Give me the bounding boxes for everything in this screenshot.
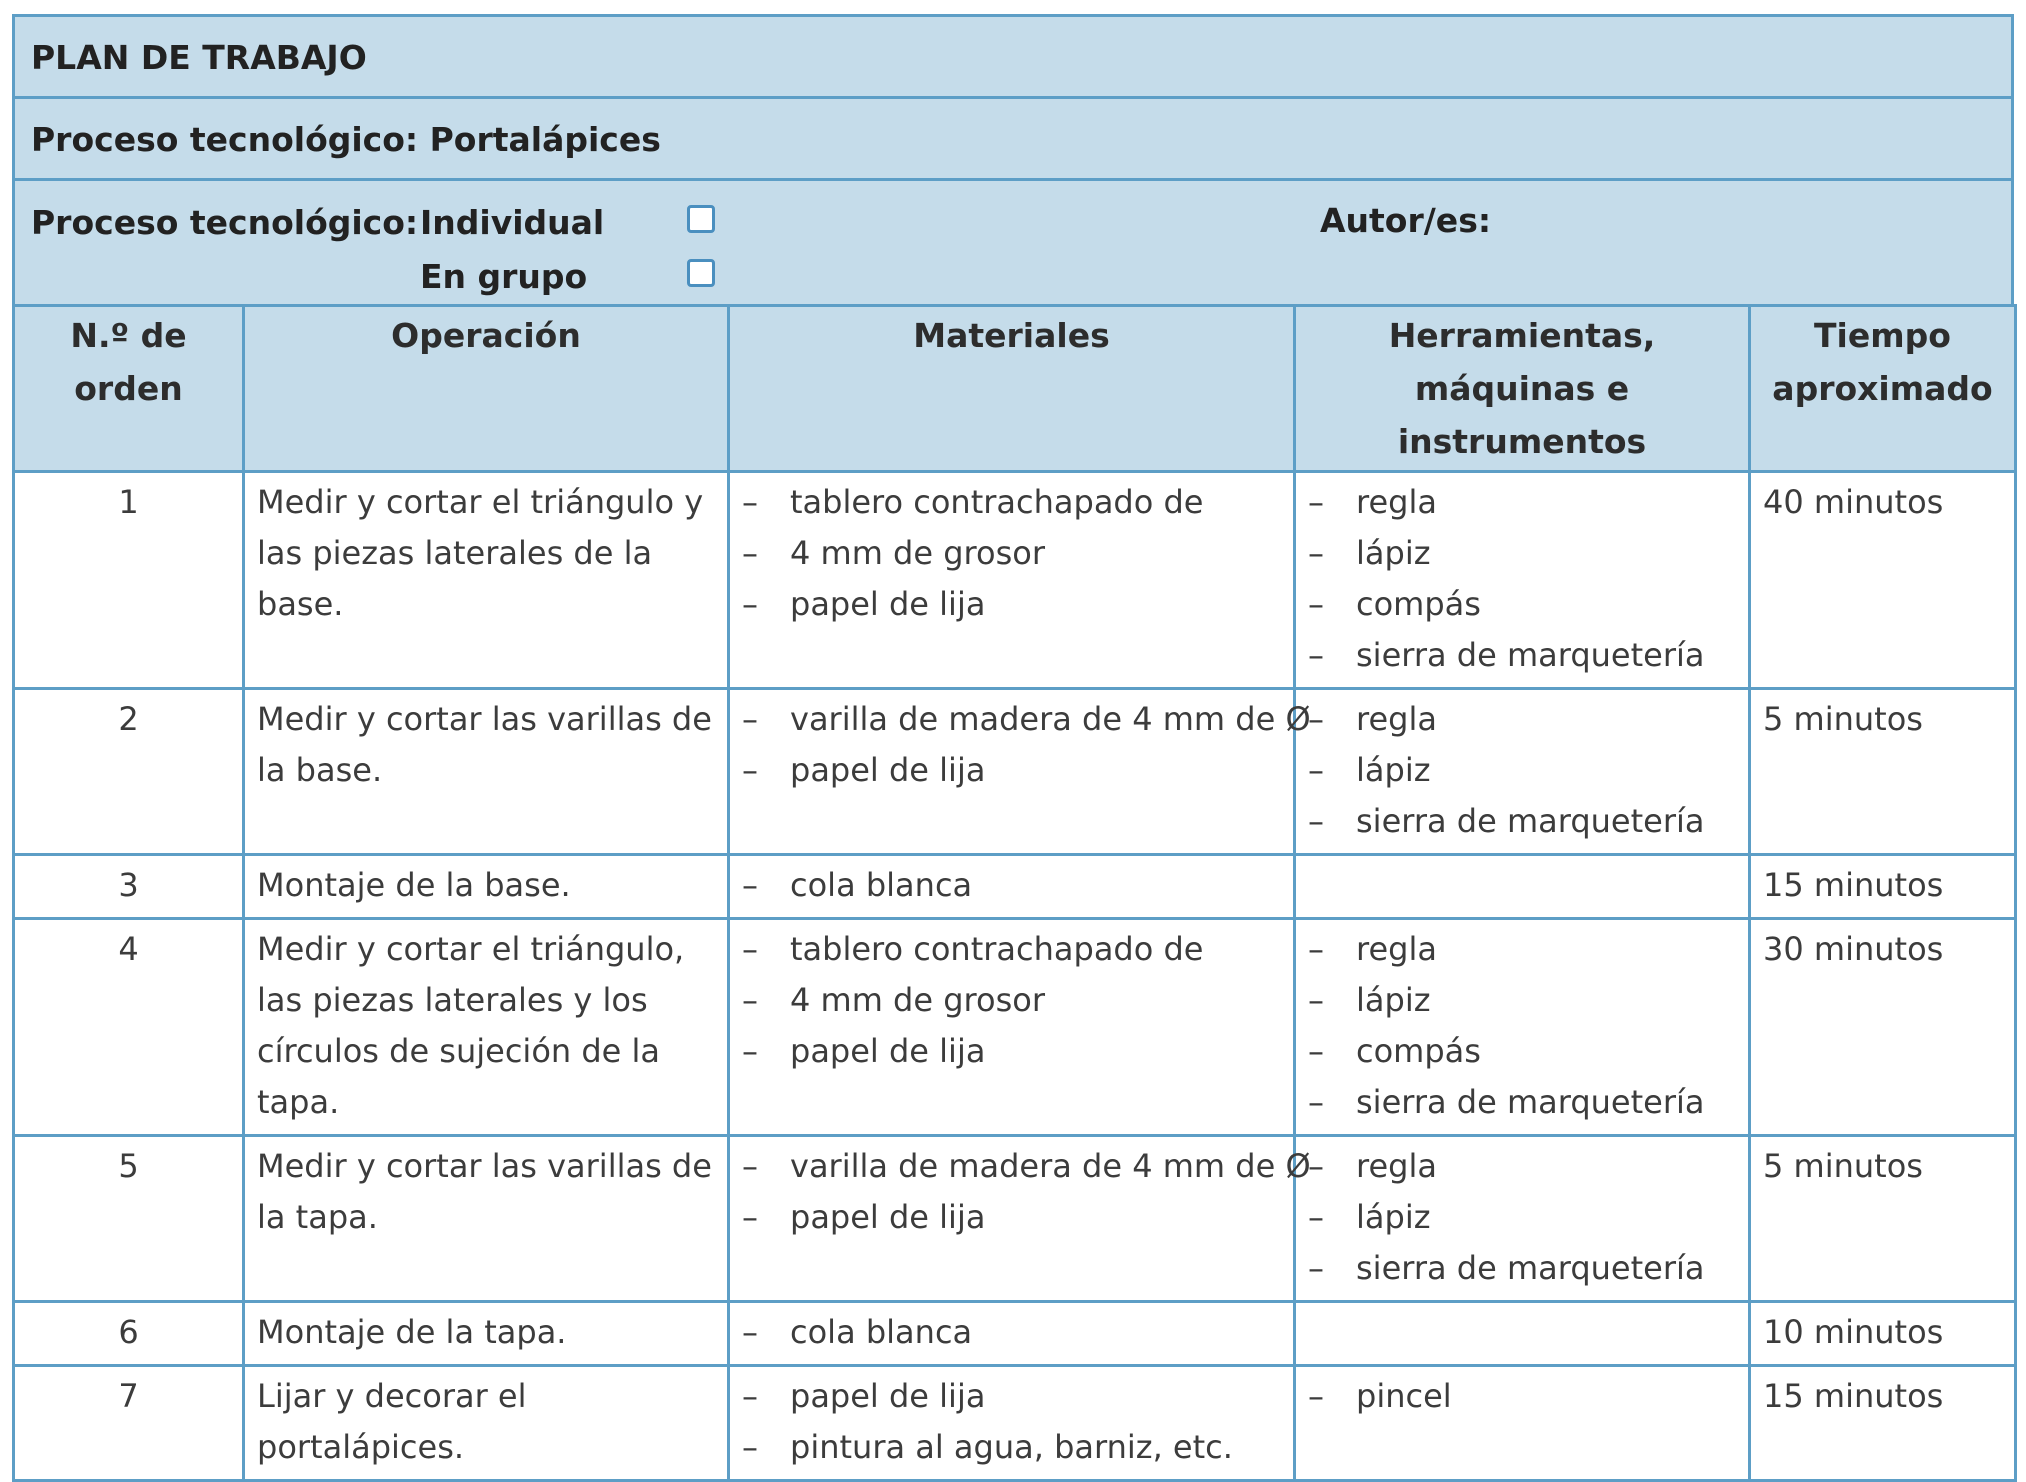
list-item (1308, 1243, 1736, 1294)
order-number-cell: 1 (14, 472, 244, 689)
materials-cell (729, 689, 1311, 855)
tools-cell (1295, 472, 1750, 689)
dash-bullet: – (742, 751, 758, 789)
list-item-text: varilla de madera de 4 mm de Ø (790, 700, 1311, 738)
list-item-text: lápiz (1356, 981, 1431, 1019)
list-item (1308, 1026, 1736, 1077)
list-item (742, 477, 1281, 528)
dash-bullet: – (742, 1428, 758, 1466)
list-item-text: papel de lija (790, 1032, 986, 1070)
materials-cell (729, 855, 1295, 919)
dash-bullet: – (742, 981, 758, 1019)
time-cell: 5 minutos (1750, 689, 2016, 855)
list-item (742, 694, 1311, 745)
dash-bullet: – (742, 1377, 758, 1415)
list-item-text: cola blanca (790, 1313, 973, 1351)
list-item (742, 1192, 1281, 1243)
col-header-orden: N.º de orden (14, 306, 244, 472)
list-item (1308, 1141, 1736, 1192)
list-item (1308, 630, 1736, 681)
dash-bullet: – (1308, 751, 1324, 789)
dash-bullet: – (1308, 636, 1324, 674)
list-item-text: pintura al agua, barniz, etc. (790, 1428, 1233, 1466)
order-number-cell: 2 (14, 689, 244, 855)
time-cell: 40 minutos (1750, 472, 2016, 689)
list-item-text: compás (1356, 585, 1481, 623)
list-item-text: lápiz (1356, 751, 1431, 789)
tools-cell (1295, 919, 1750, 1136)
time-cell: 10 minutos (1750, 1302, 2016, 1366)
list-item-text: cola blanca (790, 866, 973, 904)
list-item-text: varilla de madera de 4 mm de Ø (790, 1147, 1311, 1185)
list-item-text: lápiz (1356, 1198, 1431, 1236)
list-item (742, 745, 1281, 796)
list-item (742, 860, 1281, 911)
dash-bullet: – (742, 1313, 758, 1351)
option-individual-label: Individual (420, 203, 605, 242)
table-row (14, 1302, 2016, 1366)
list-item-text: regla (1356, 930, 1437, 968)
list-item-text: sierra de marquetería (1356, 1249, 1705, 1287)
list-item-text: sierra de marquetería (1356, 1083, 1705, 1121)
list-item-text: 4 mm de grosor (790, 534, 1045, 572)
authors-label: Autor/es: (1320, 201, 1492, 240)
list-item-text: regla (1356, 1147, 1437, 1185)
table-row (14, 855, 2016, 919)
process-mode-section (12, 178, 2014, 304)
order-number-cell: 6 (14, 1302, 244, 1366)
dash-bullet: – (742, 930, 758, 968)
list-item (1308, 1077, 1736, 1128)
individual-checkbox[interactable] (687, 205, 715, 233)
operation-cell: Lijar y decorar el portalápices. (244, 1366, 729, 1481)
materials-cell (729, 1136, 1311, 1302)
col-header-materiales: Materiales (729, 306, 1295, 472)
process-mode-label: Proceso tecnológico: (31, 203, 419, 242)
list-item (1308, 924, 1736, 975)
list-item (1308, 477, 1736, 528)
dash-bullet: – (1308, 700, 1324, 738)
dash-bullet: – (1308, 1083, 1324, 1121)
col-header-tiempo: Tiempo aproximado (1750, 306, 2016, 472)
list-item-text: sierra de marquetería (1356, 636, 1705, 674)
list-item (742, 1141, 1311, 1192)
dash-bullet: – (1308, 802, 1324, 840)
list-item (1308, 975, 1736, 1026)
col-header-operacion: Operación (244, 306, 729, 472)
col-header-herramientas: Herramientas, máquinas e instrumentos (1295, 306, 1750, 472)
operations-table (12, 304, 2017, 1482)
time-cell: 5 minutos (1750, 1136, 2016, 1302)
tools-cell (1295, 689, 1750, 855)
option-group-label: En grupo (420, 257, 588, 296)
dash-bullet: – (742, 534, 758, 572)
plan-title: PLAN DE TRABAJO (12, 14, 2014, 96)
list-item (1308, 745, 1736, 796)
table-row (14, 1136, 2016, 1302)
list-item (1308, 1371, 1736, 1422)
table-header-row (14, 306, 2016, 472)
operation-cell: Medir y cortar las varillas de la tapa. (244, 1136, 729, 1302)
list-item-text: papel de lija (790, 1377, 986, 1415)
table-row (14, 1366, 2016, 1481)
list-item (742, 1307, 1281, 1358)
list-item (742, 924, 1281, 975)
list-item (742, 1026, 1281, 1077)
list-item-text: compás (1356, 1032, 1481, 1070)
tools-cell (1295, 1366, 1750, 1481)
list-item (742, 1371, 1281, 1422)
work-plan-sheet (12, 14, 2014, 1482)
list-item-text: tablero contrachapado de (790, 483, 1204, 521)
dash-bullet: – (1308, 1377, 1324, 1415)
group-checkbox[interactable] (687, 259, 715, 287)
table-row (14, 689, 2016, 855)
list-item (1308, 528, 1736, 579)
dash-bullet: – (1308, 585, 1324, 623)
list-item-text: 4 mm de grosor (790, 981, 1045, 1019)
operation-cell: Montaje de la base. (244, 855, 729, 919)
list-item-text: regla (1356, 483, 1437, 521)
table-row (14, 472, 2016, 689)
time-cell: 15 minutos (1750, 1366, 2016, 1481)
operation-cell: Medir y cortar el triángulo y las piezas laterales de la base. (244, 472, 729, 689)
list-item (742, 975, 1281, 1026)
table-row (14, 919, 2016, 1136)
tools-cell (1295, 1136, 1750, 1302)
materials-cell (729, 1302, 1295, 1366)
list-item-text: regla (1356, 700, 1437, 738)
list-item (1308, 579, 1736, 630)
materials-cell (729, 472, 1295, 689)
list-item-text: papel de lija (790, 751, 986, 789)
list-item-text: papel de lija (790, 585, 986, 623)
list-item-text: papel de lija (790, 1198, 986, 1236)
list-item (1308, 694, 1736, 745)
list-item (742, 579, 1281, 630)
dash-bullet: – (1308, 981, 1324, 1019)
list-item-text: sierra de marquetería (1356, 802, 1705, 840)
tools-cell (1295, 1302, 1750, 1366)
process-name: Proceso tecnológico: Portalápices (12, 96, 2014, 178)
dash-bullet: – (742, 700, 758, 738)
dash-bullet: – (1308, 1147, 1324, 1185)
materials-cell (729, 1366, 1295, 1481)
order-number-cell: 5 (14, 1136, 244, 1302)
operation-cell: Medir y cortar las varillas de la base. (244, 689, 729, 855)
time-cell: 30 minutos (1750, 919, 2016, 1136)
dash-bullet: – (742, 483, 758, 521)
order-number-cell: 7 (14, 1366, 244, 1481)
dash-bullet: – (742, 1032, 758, 1070)
dash-bullet: – (1308, 1032, 1324, 1070)
list-item-text: pincel (1356, 1377, 1452, 1415)
dash-bullet: – (1308, 1249, 1324, 1287)
list-item-text: lápiz (1356, 534, 1431, 572)
list-item-text: tablero contrachapado de (790, 930, 1204, 968)
materials-cell (729, 919, 1295, 1136)
dash-bullet: – (742, 1198, 758, 1236)
order-number-cell: 4 (14, 919, 244, 1136)
operation-cell: Medir y cortar el triángulo, las piezas laterales y los círculos de sujeción de la tapa. (244, 919, 729, 1136)
operation-cell: Montaje de la tapa. (244, 1302, 729, 1366)
list-item (1308, 796, 1736, 847)
list-item (742, 1422, 1281, 1473)
dash-bullet: – (742, 866, 758, 904)
dash-bullet: – (1308, 483, 1324, 521)
tools-cell (1295, 855, 1750, 919)
order-number-cell: 3 (14, 855, 244, 919)
dash-bullet: – (742, 1147, 758, 1185)
dash-bullet: – (1308, 930, 1324, 968)
list-item (742, 528, 1281, 579)
dash-bullet: – (742, 585, 758, 623)
list-item (1308, 1192, 1736, 1243)
dash-bullet: – (1308, 1198, 1324, 1236)
time-cell: 15 minutos (1750, 855, 2016, 919)
dash-bullet: – (1308, 534, 1324, 572)
